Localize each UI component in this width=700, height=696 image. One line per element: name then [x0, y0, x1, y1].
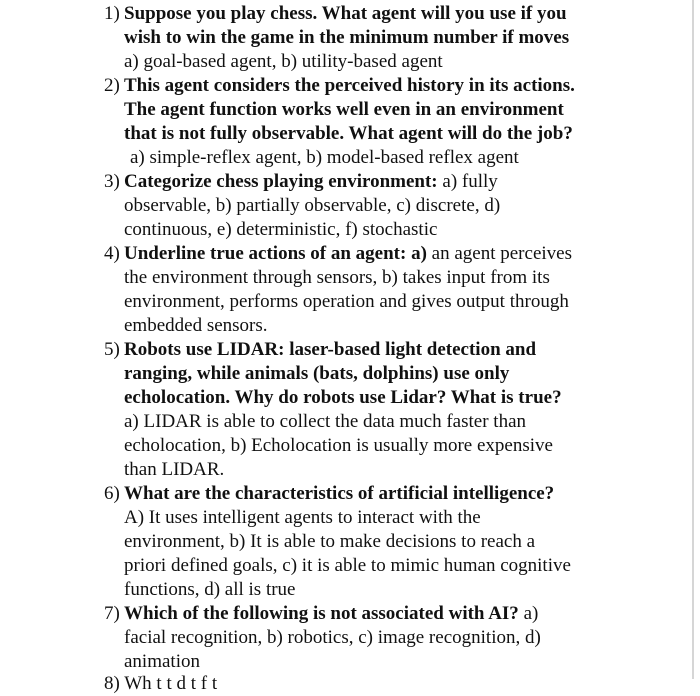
question-text: The agent function works well even in an environment: [124, 99, 564, 120]
question-text: Underline true actions of an agent: a): [124, 243, 427, 264]
answer-options: an agent perceives: [431, 243, 572, 264]
question-line: [124, 602, 538, 626]
question-number: 3): [104, 171, 120, 192]
cut-off-next-line: [104, 670, 664, 694]
answer-options: a): [523, 603, 539, 624]
answer-options: continuous, e) deterministic, f) stochastic: [124, 219, 438, 240]
answer-options: environment, b) It is able to make decisions to reach a: [124, 531, 536, 552]
question-text: ranging, while animals (bats, dolphins) use only: [124, 363, 510, 384]
answer-options: a) fully: [442, 171, 498, 192]
question-line: [124, 242, 572, 266]
answer-options: A) It uses intelligent agents to interact with the: [124, 507, 481, 528]
answer-options: than LIDAR.: [124, 459, 225, 480]
question-number: 7): [104, 603, 120, 624]
answer-options: echolocation, b) Echolocation is usually more expensive: [124, 435, 553, 456]
question-number: 1): [104, 3, 120, 24]
question-text: Suppose you play chess. What agent will you use if you: [124, 3, 567, 24]
question-text: This agent considers the perceived history in its actions.: [124, 75, 575, 96]
question-number: 2): [104, 75, 120, 96]
question-number: 4): [104, 243, 120, 264]
question-text: Categorize chess playing environment:: [124, 171, 438, 192]
question-number: 5): [104, 339, 120, 360]
answer-options: functions, d) all is true: [124, 579, 296, 600]
question-line: [124, 170, 498, 194]
answer-options: animation: [124, 651, 200, 672]
question-number: 6): [104, 483, 120, 504]
answer-options: a) LIDAR is able to collect the data much faster than: [124, 411, 527, 432]
question-text: Which of the following is not associated with AI?: [124, 603, 519, 624]
answer-options: the environment through sensors, b) takes input from its: [124, 267, 550, 288]
question-text: echolocation. Why do robots use Lidar? What is true?: [124, 387, 562, 408]
question-text: What are the characteristics of artificial intelligence?: [124, 483, 555, 504]
question-text: wish to win the game in the minimum number if moves: [124, 27, 570, 48]
question-text: Robots use LIDAR: laser-based light detection and: [124, 339, 537, 360]
question-text: that is not fully observable. What agent will do the job?: [124, 123, 573, 144]
answer-options: facial recognition, b) robotics, c) image recognition, d): [124, 627, 541, 648]
answer-options: a) simple-reflex agent, b) model-based reflex agent: [130, 147, 519, 168]
answer-options: priori defined goals, c) it is able to mimic human cognitive: [124, 555, 571, 576]
answer-options: observable, b) partially observable, c) discrete, d): [124, 195, 501, 216]
answer-options: environment, performs operation and gives output through: [124, 291, 569, 312]
answer-options: embedded sensors.: [124, 315, 268, 336]
page-edge-line: [692, 0, 694, 679]
answer-options: a) goal-based agent, b) utility-based agent: [124, 51, 443, 72]
cut-off-text: 8) Wh t t d t f t: [104, 673, 218, 694]
